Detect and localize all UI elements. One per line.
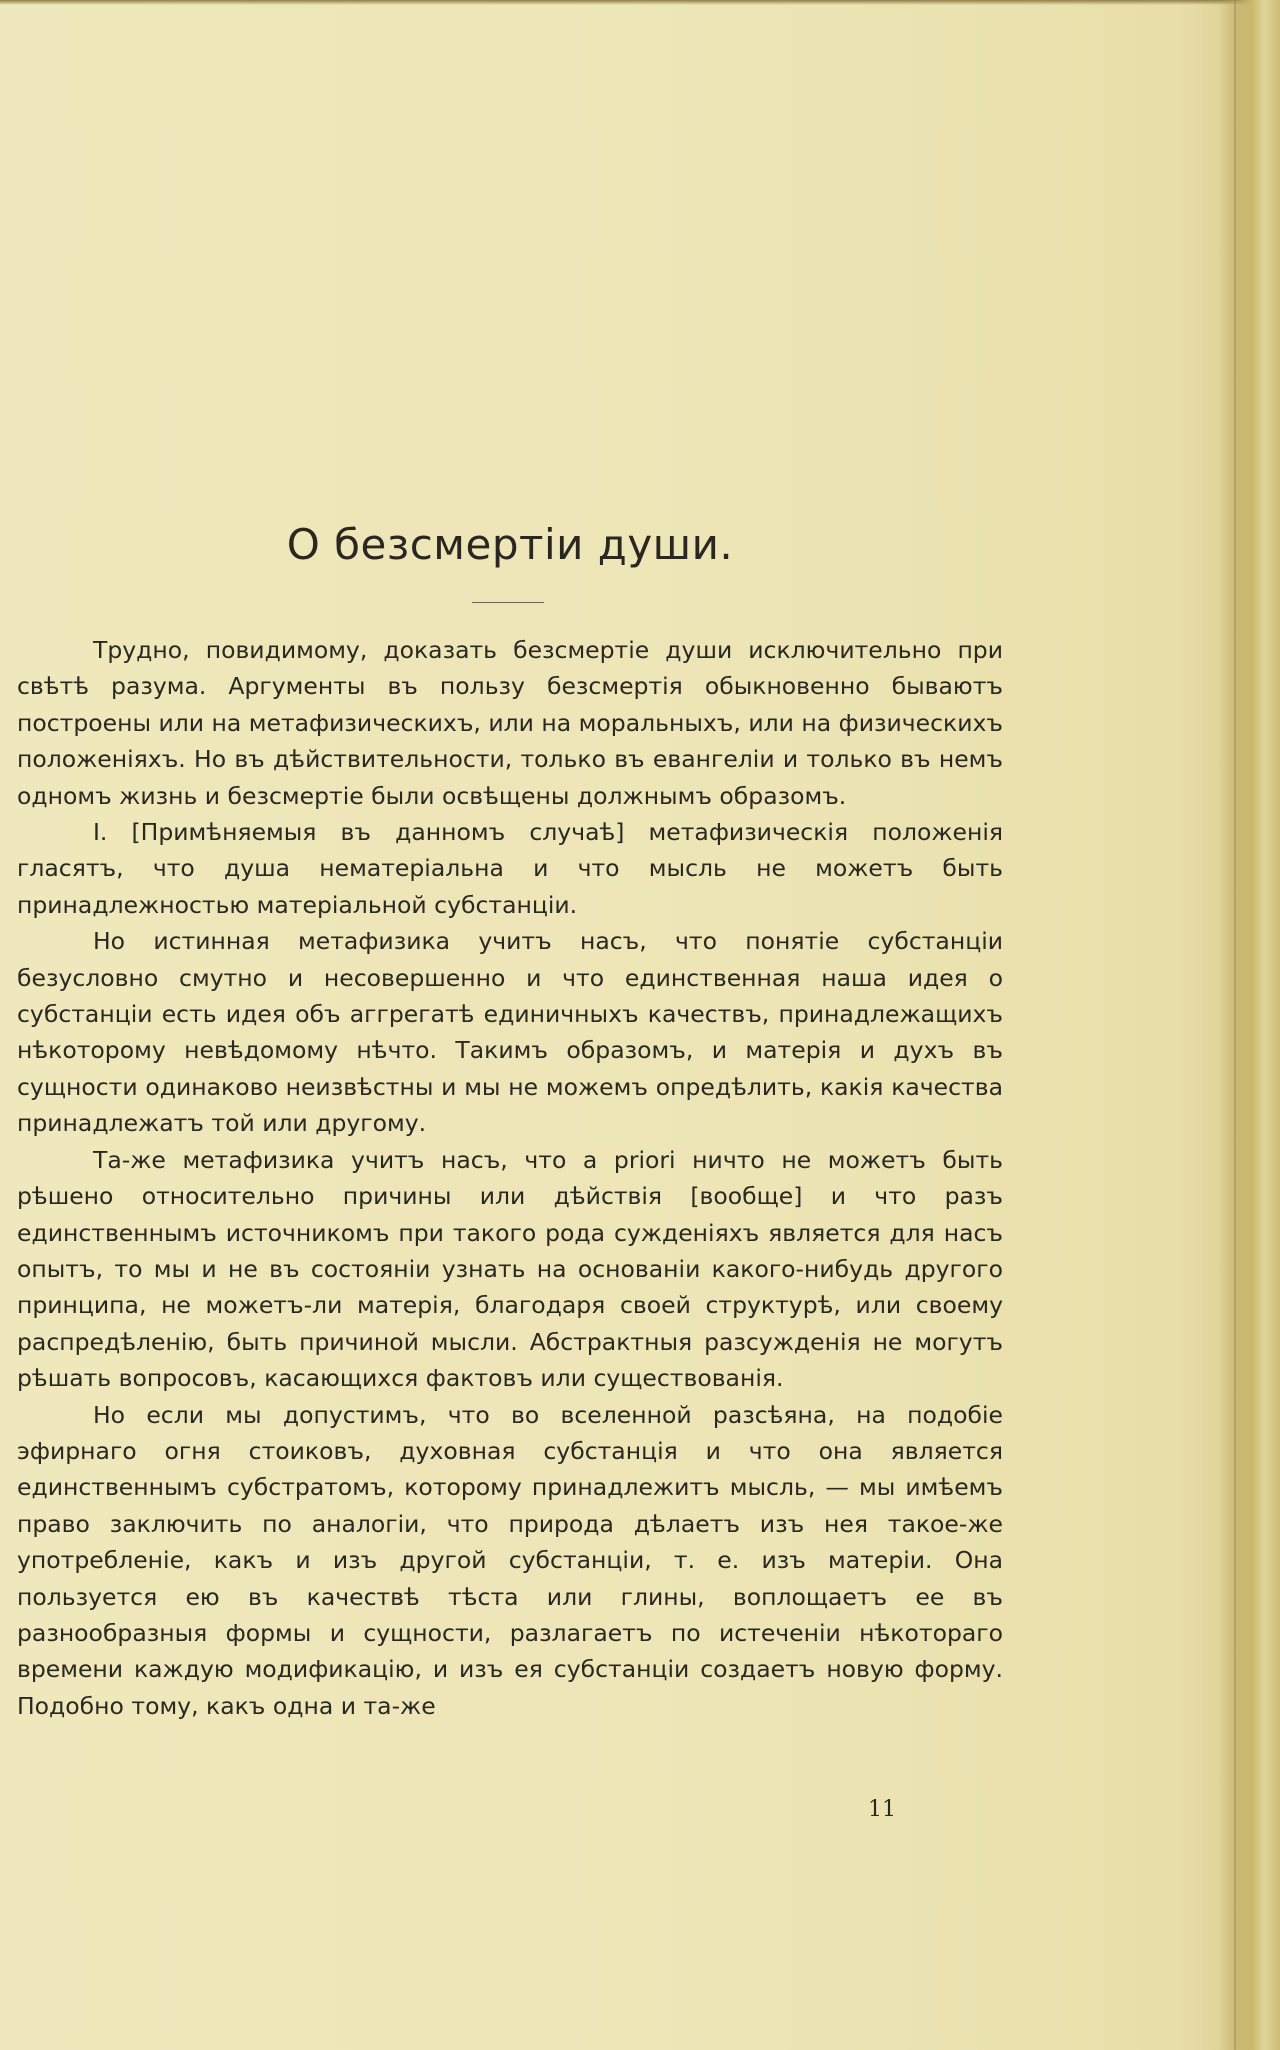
paragraph: Но истинная метафизика учитъ насъ, что понятiе субстанцiи безусловно смутно и несовершенно и что единственная наша идея о субстанцiи есть идея объ аггрегатѣ единичныхъ качествъ, принадлежащихъ нѣкоторому невѣдомому нѣчто. Такимъ образомъ, и матерiя и духъ въ сущности одинаково неизвѣстны и мы не можемъ опредѣлить, какiя качества принадлежатъ той или другому.	[17, 927, 1003, 1138]
paragraph: Та-же метафизика учитъ насъ, что a priori ничто не можетъ быть рѣшено относительно причины или дѣйствiя [вообще] и что разъ единственнымъ источникомъ при такого рода сужденiяхъ является для насъ опытъ, то мы и не въ состоянiи узнать на основанiи какого-нибудь другого принципа, не можетъ-ли матерiя, благодаря своей структурѣ, или своему распредѣленiю, быть причиной мысли. Абстрактныя разсужденiя не могутъ рѣшать вопросовъ, касающихся фактовъ или существованiя.	[17, 1145, 1003, 1393]
body-text	[17, 632, 1003, 1724]
paragraph: Трудно, повидимому, доказать безсмертiе души исключительно при свѣтѣ разума. Аргументы въ пользу безсмертiя обыкновенно бываютъ построены или на метафизическихъ, или на моральныхъ, или на физическихъ положенiяхъ. Но въ дѣйствительности, только въ евангелiи и только въ немъ одномъ жизнь и безсмертiе были освѣщены должнымъ образомъ.	[17, 636, 1003, 810]
paragraph: I. [Примѣняемыя въ данномъ случаѣ] метафизическiя положенiя гласятъ, что душа нематерiальна и что мысль не можетъ быть принадлежностью матерiальной субстанцiи.	[17, 818, 1003, 919]
page-edge-shadow	[1218, 0, 1280, 2050]
page-top-border	[0, 0, 1280, 5]
page-number: 11	[868, 1797, 896, 1822]
title-rule	[472, 602, 544, 603]
page-edge-line	[1234, 0, 1236, 2050]
chapter-title: О безсмертiи души.	[286, 520, 734, 569]
paragraph: Но если мы допустимъ, что во вселенной разсѣяна, на подобiе эфирнаго огня стоиковъ, духовная субстанцiя и что она является единственнымъ субстратомъ, которому принадлежитъ мысль, — мы имѣемъ право заключить по аналогiи, что природа дѣлаетъ изъ нея такое-же употребленiе, какъ и изъ другой субстанцiи, т. е. изъ матерiи. Она пользуется ею въ качествѣ тѣста или глины, воплощаетъ ее въ разнообразныя формы и сущности, разлагаетъ по истеченiи нѣкотораго времени каждую модификацiю, и изъ ея субстанцiи создаетъ новую форму. Подобно тому, какъ одна и та-же	[17, 1400, 1003, 1720]
